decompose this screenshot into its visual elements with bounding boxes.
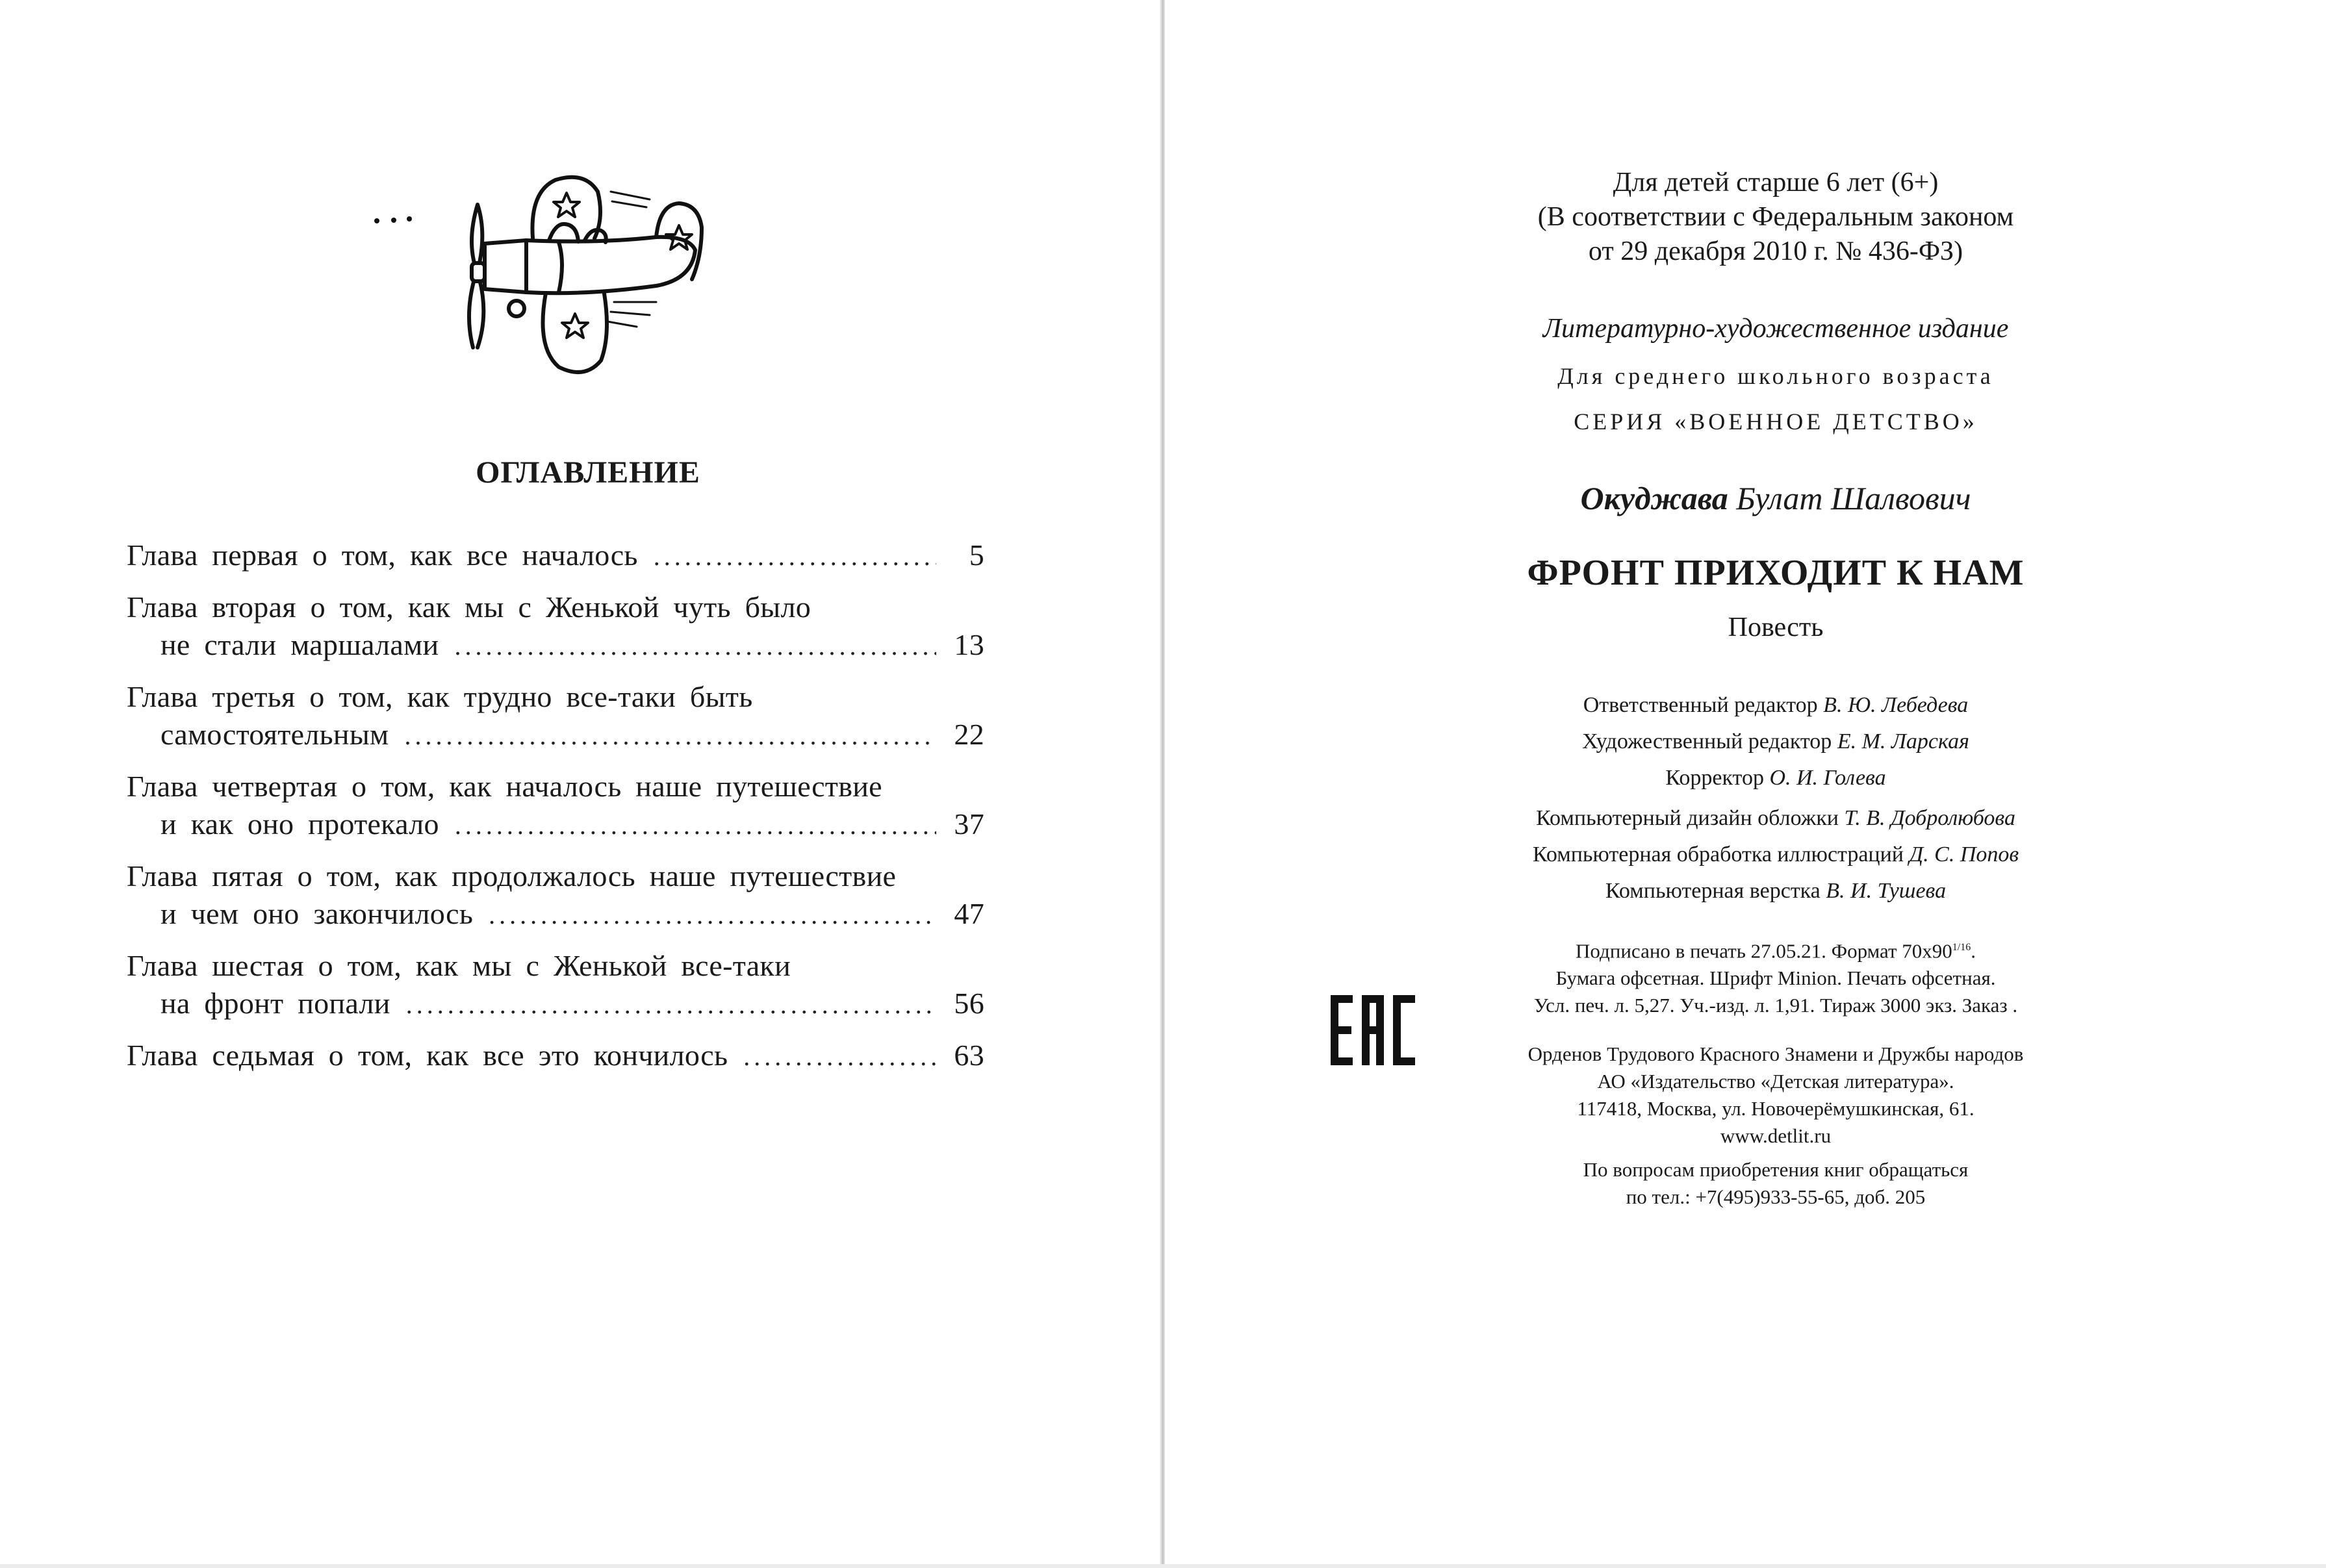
credit-role: Компьютерная верстка xyxy=(1605,879,1821,903)
credit-role: Корректор xyxy=(1665,766,1764,790)
credit-row xyxy=(1165,760,2326,796)
credit-role: Ответственный редактор xyxy=(1583,693,1818,717)
toc-line xyxy=(127,678,984,716)
publisher-line: Орденов Трудового Красного Знамени и Дружбы народов xyxy=(1527,1043,2024,1065)
toc-line xyxy=(127,588,984,626)
page-number: 37 xyxy=(954,807,984,841)
publisher-line: 117418, Москва, ул. Новочерёмушкинская, 61. xyxy=(1577,1097,1975,1120)
author-surname: Окуджава xyxy=(1580,480,1728,516)
credit-row xyxy=(1165,873,2326,909)
toc-line xyxy=(127,985,984,1022)
credit-name: Д. С. Попов xyxy=(1909,842,2019,866)
page-number: 5 xyxy=(969,538,984,572)
chapter-title-continued: и как оно протекало xyxy=(160,807,439,841)
dot-leader xyxy=(654,538,936,575)
imprint-line: Усл. печ. л. 5,27. Уч.-изд. л. 1,91. Тираж 3000 экз. Заказ . xyxy=(1533,994,2018,1017)
toc-entry xyxy=(127,537,984,574)
bottom-edge xyxy=(0,1564,2326,1568)
credit-row xyxy=(1165,800,2326,837)
toc-entry xyxy=(127,768,984,843)
publisher-website: www.detlit.ru xyxy=(1720,1124,1832,1147)
toc-line xyxy=(127,895,984,933)
contact-line: по тел.: +7(495)933-55-65, доб. 205 xyxy=(1626,1185,1926,1208)
credit-role: Компьютерная обработка иллюстраций xyxy=(1532,842,1904,866)
publication-type: Литературно-художественное издание xyxy=(1542,314,2009,344)
series-name: СЕРИЯ «ВОЕННОЕ ДЕТСТВО» xyxy=(1574,409,1978,435)
publisher-line: АО «Издательство «Детская литература». xyxy=(1597,1070,1954,1093)
imprint-line: Бумага офсетная. Шрифт Minion. Печать офсетная. xyxy=(1555,967,1996,990)
age-rating-line: Для детей старше 6 лет (6+) xyxy=(1613,168,1939,197)
left-page xyxy=(0,0,1161,1568)
table-of-contents xyxy=(127,537,984,1074)
credit-name: Е. М. Ларская xyxy=(1837,729,1969,753)
book-gutter xyxy=(1160,0,1165,1568)
credit-role: Художественный редактор xyxy=(1582,729,1832,753)
author-given-name: Булат Шалвович xyxy=(1736,480,1971,516)
chapter-title-continued: и чем оно закончилось xyxy=(160,897,474,930)
credit-name: В. Ю. Лебедева xyxy=(1823,693,1969,717)
contact-line: По вопросам приобретения книг обращаться xyxy=(1583,1158,1969,1181)
age-rating-line: (В соответствии с Федеральным законом xyxy=(1537,202,2014,232)
dot-leader xyxy=(455,807,936,844)
credit-row xyxy=(1165,724,2326,760)
chapter-title: Глава первая о том, как все началось xyxy=(127,538,638,572)
chapter-title: Глава седьмая о том, как все это кончилось xyxy=(127,1039,728,1072)
page-number: 13 xyxy=(954,628,984,661)
toc-entry xyxy=(127,947,984,1022)
toc-line xyxy=(127,537,984,574)
toc-entry xyxy=(127,857,984,933)
contact-info xyxy=(1165,1156,2326,1211)
chapter-title-continued: самостоятельным xyxy=(160,718,389,751)
airplane-illustration xyxy=(370,166,734,380)
toc-line xyxy=(127,626,984,664)
credit-name: В. И. Тушева xyxy=(1826,879,1947,903)
chapter-title: Глава вторая о том, как мы с Женькой чуть было xyxy=(127,590,812,624)
credit-name: О. И. Голева xyxy=(1769,766,1886,790)
age-rating xyxy=(1165,166,2326,269)
dot-leader xyxy=(406,986,936,1024)
toc-line xyxy=(127,805,984,843)
chapter-title: Глава шестая о том, как мы с Женькой все-таки xyxy=(127,949,791,982)
toc-title: ОГЛАВЛЕНИЕ xyxy=(476,455,700,490)
chapter-title: Глава пятая о том, как продолжалось наше путешествие xyxy=(127,859,897,892)
dot-leader xyxy=(743,1038,936,1076)
toc-entry xyxy=(127,588,984,664)
page-number: 22 xyxy=(954,718,984,751)
format-fraction: 1/16 xyxy=(1952,942,1971,953)
page-number: 56 xyxy=(954,987,984,1020)
dot-leader xyxy=(454,627,936,665)
chapter-title-continued: не стали маршалами xyxy=(160,628,439,661)
page-number: 47 xyxy=(954,897,984,930)
age-rating-line: от 29 декабря 2010 г. № 436-ФЗ) xyxy=(1588,236,1963,266)
chapter-title-continued: на фронт попали xyxy=(160,987,390,1020)
credit-row xyxy=(1165,687,2326,724)
chapter-title: Глава четвертая о том, как началось наше путешествие xyxy=(127,770,882,803)
audience: Для среднего школьного возраста xyxy=(1557,363,1994,389)
genre: Повесть xyxy=(1728,613,1824,642)
book-title: ФРОНТ ПРИХОДИТ К НАМ xyxy=(1527,553,2025,593)
toc-line xyxy=(127,768,984,805)
toc-entry xyxy=(127,678,984,753)
dot-leader xyxy=(404,717,936,755)
chapter-title: Глава третья о том, как трудно все-таки быть xyxy=(127,680,753,713)
credit-row xyxy=(1165,837,2326,873)
toc-line xyxy=(127,1037,984,1074)
credit-role: Компьютерный дизайн обложки xyxy=(1536,806,1839,830)
page-number: 63 xyxy=(954,1039,984,1072)
toc-entry xyxy=(127,1037,984,1074)
imprint-format: Подписано в печать 27.05.21. Формат 70х90 xyxy=(1575,939,1952,963)
toc-line xyxy=(127,947,984,985)
imprint-line xyxy=(1165,934,2326,965)
right-page xyxy=(1165,0,2326,1568)
toc-line xyxy=(127,857,984,895)
credit-name: Т. В. Добролюбова xyxy=(1844,806,2015,830)
toc-line xyxy=(127,716,984,753)
dot-leader xyxy=(489,896,936,934)
credits xyxy=(1165,687,2326,909)
imprint-end: . xyxy=(1971,939,1976,963)
author xyxy=(1165,479,2326,517)
publisher-info xyxy=(1165,1041,2326,1150)
